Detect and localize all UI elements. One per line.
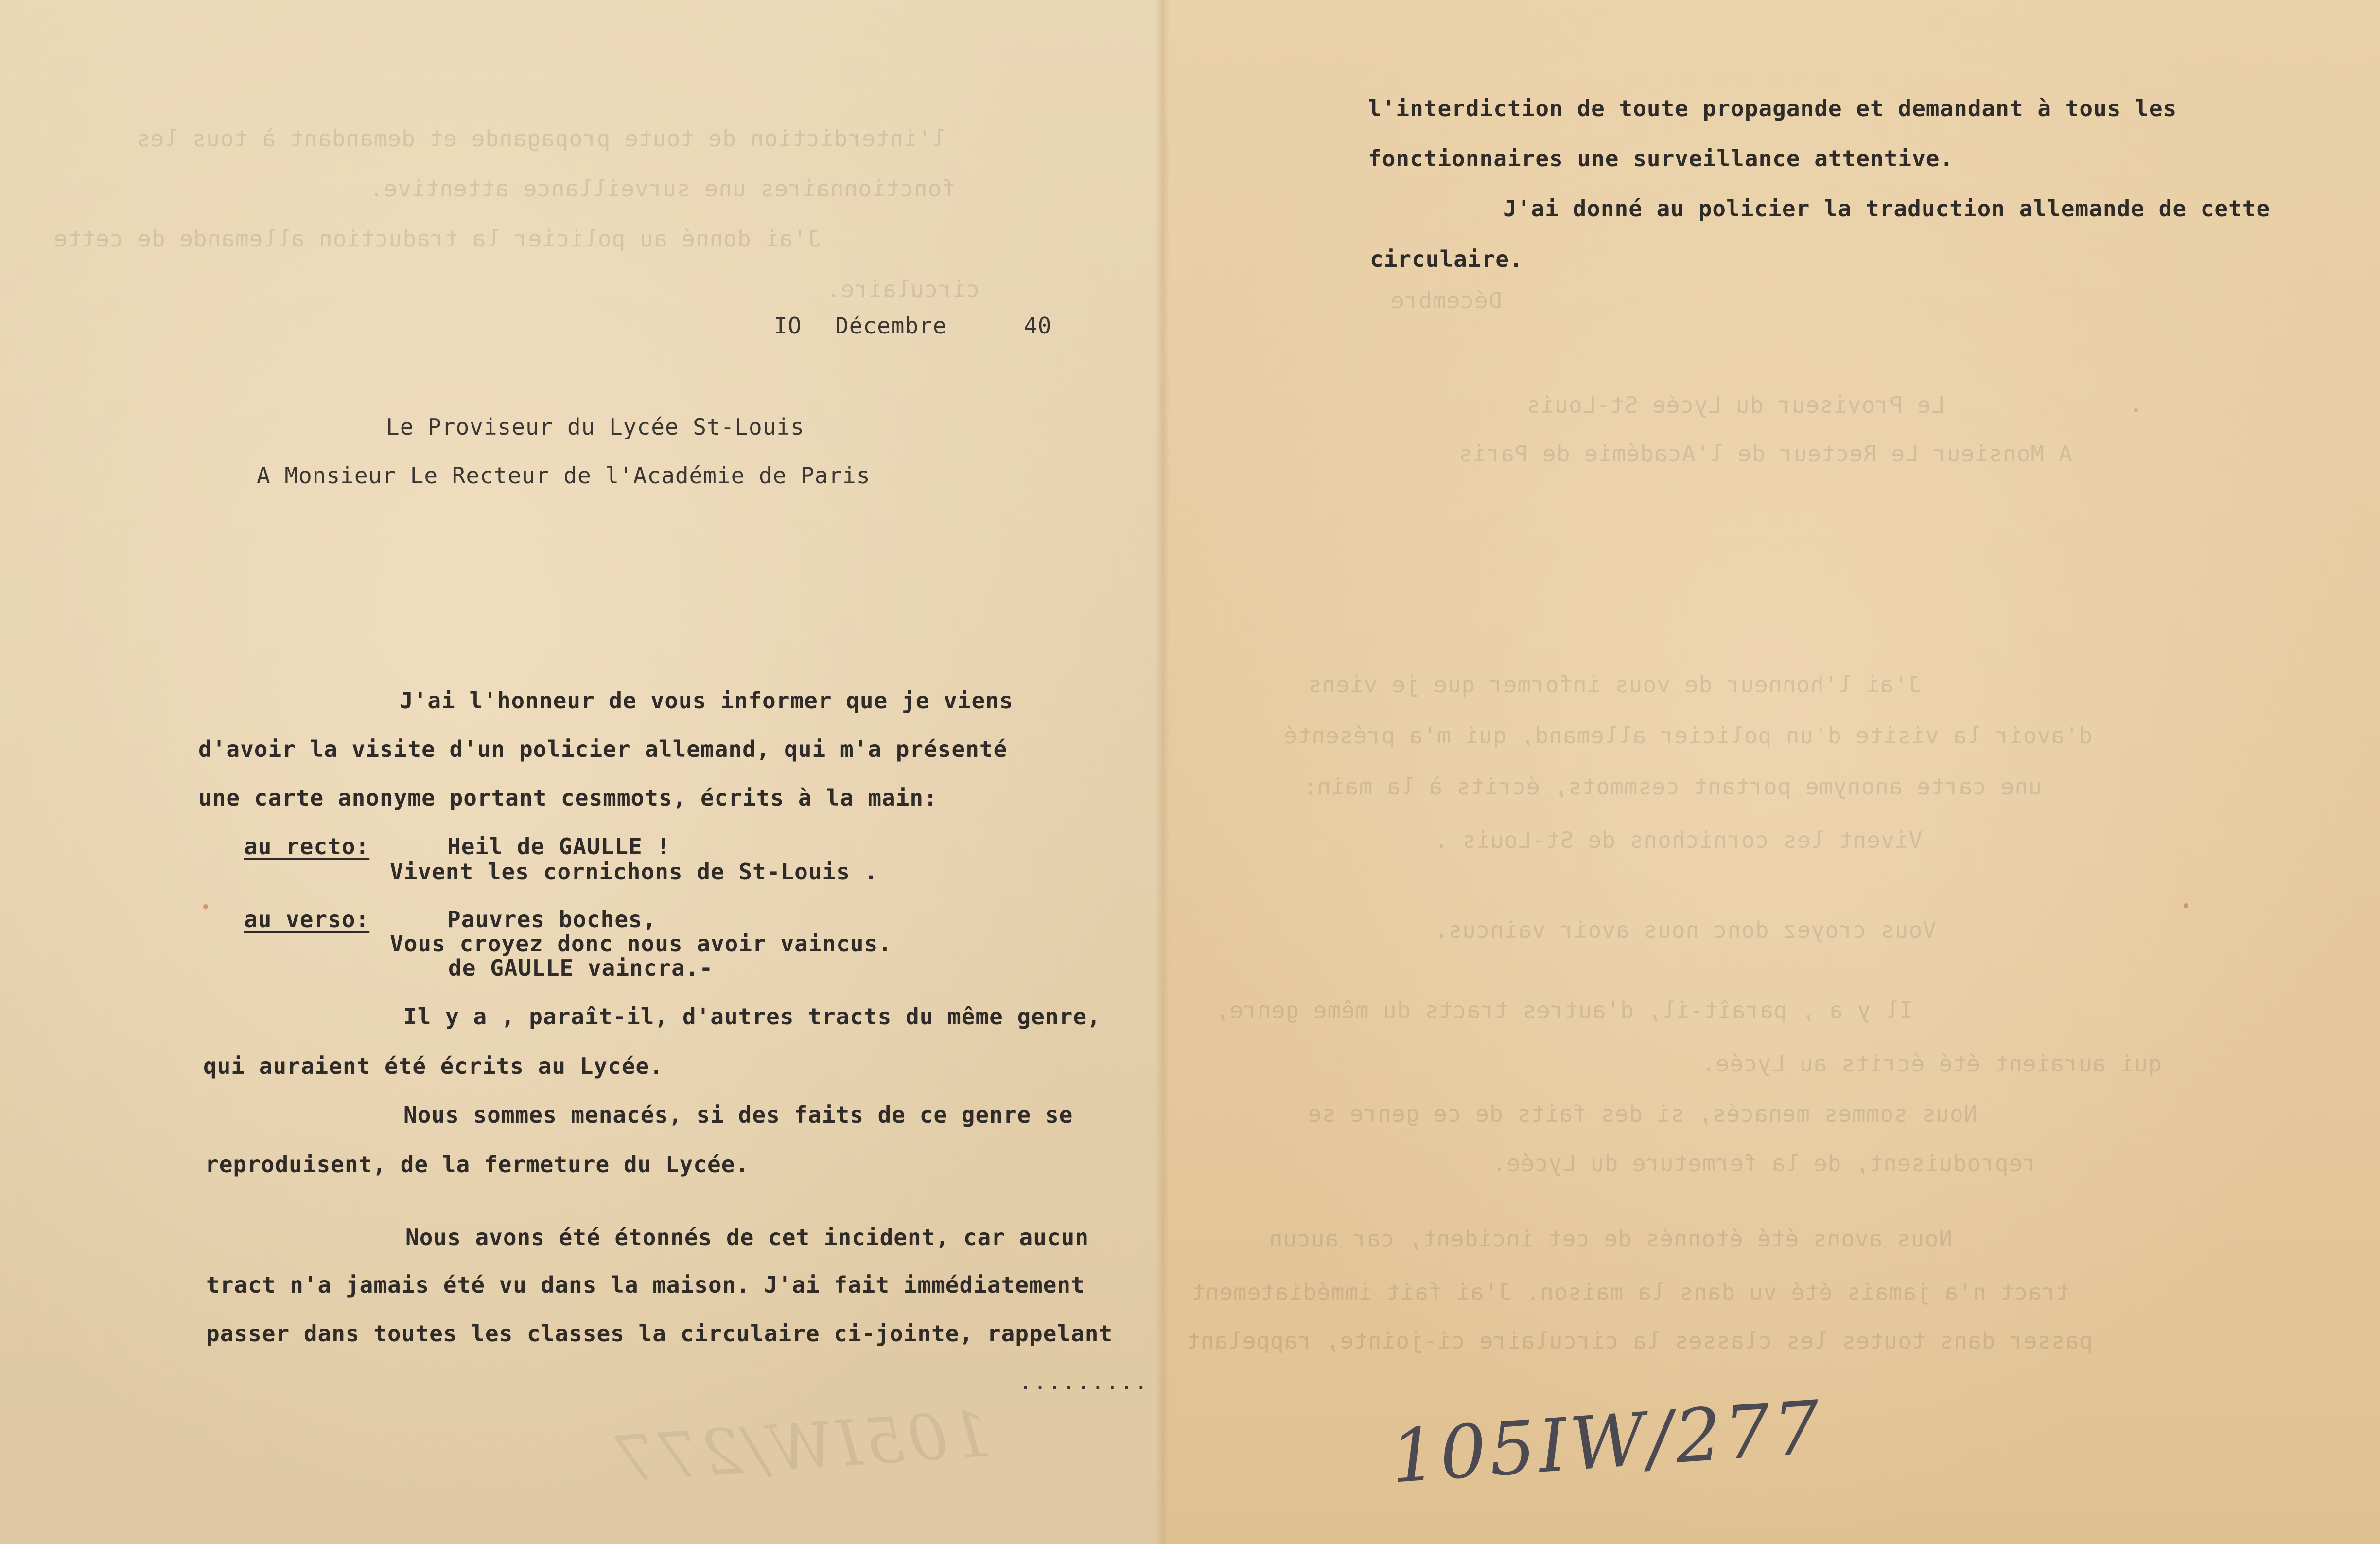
bleed-through-text: Nous sommes menacés, si des faits de ce genre se [1308,1101,1978,1127]
body-line: l'interdiction de toute propagande et demandant à tous les [1368,95,2177,122]
body-line: Nous sommes menacés, si des faits de ce genre se [403,1102,1073,1128]
recto-line: Vivent les cornichons de St-Louis . [390,859,878,885]
bleed-through-text: Il y a , paraît-il, d'autres tracts du même genre, [1215,997,1913,1023]
bleed-through-text: fonctionnaires une surveillance attentive. [369,175,956,202]
verso-label: au verso: [244,906,370,932]
bleed-through-text: qui auraient été écrits au Lycée. [1701,1051,2162,1077]
bleed-through-text: une carte anonyme portant cesmmots, écrits à la main: [1303,773,2042,800]
bleed-through-text: Vivent les cornichons de St-Louis . [1434,827,1923,853]
date-year: 40 [1024,313,1052,339]
body-line: reproduisent, de la fermeture du Lycée. [205,1151,750,1177]
body-line: J'ai l'honneur de vous informer que je viens [400,687,1014,714]
bleed-through-text: reproduisent, de la fermeture du Lycée. [1492,1150,2037,1176]
bleed-through-text: passer dans toutes les classes la circulaire ci-jointe, rappelant [1186,1328,2093,1354]
verso-line: Pauvres boches, [447,906,657,932]
verso-line: Vous croyez donc nous avoir vaincus. [390,930,892,957]
bleed-through-archive-reference: 105IW/277 [610,1397,994,1497]
body-line: passer dans toutes les classes la circulaire ci-jointe, rappelant [206,1320,1113,1347]
bleed-through-text: Le Proviseur du Lycée St-Louis [1526,392,1945,418]
bleed-through-text: d'avoir la visite d'un policier allemand, qui m'a présenté [1283,722,2093,749]
sender-line: Le Proviseur du Lycée St-Louis [386,414,805,440]
body-line: circulaire. [1370,246,1523,272]
date-month: Décembre [835,313,947,339]
bleed-through-text: Vous croyez donc nous avoir vaincus. [1434,917,1936,943]
body-line: une carte anonyme portant cesmmots, écrits à la main: [198,785,938,811]
body-line: tract n'a jamais été vu dans la maison. J'ai fait immédiatement [206,1272,1085,1298]
bleed-through-text: Décembre [1390,287,1502,314]
continuation-dots: ......... [1019,1369,1149,1395]
body-line: Il y a , paraît-il, d'autres tracts du même genre, [403,1003,1101,1030]
recto-line: Heil de GAULLE ! [447,833,671,860]
body-line: qui auraient été écrits au Lycée. [203,1053,664,1079]
paper-speck [203,904,208,909]
date-day: IO [774,313,802,339]
page-fold [1155,0,1170,1544]
archive-reference-handwritten: 105IW/277 [1388,1385,1826,1500]
body-line: d'avoir la visite d'un policier allemand, qui m'a présenté [198,736,1008,762]
recipient-line: A Monsieur Le Recteur de l'Académie de Paris [257,462,871,489]
paper-speck [2134,408,2138,412]
bleed-through-text: circulaire. [826,276,980,302]
bleed-through-text: l'interdiction de toute propagande et demandant à tous les [136,125,945,152]
body-line: fonctionnaires une surveillance attentive. [1368,145,1954,172]
left-page [0,0,1162,1544]
body-line: Nous avons été étonnés de cet incident, car aucun [405,1224,1089,1250]
paper-speck [2184,903,2188,908]
verso-line: de GAULLE vaincra.- [448,955,714,981]
bleed-through-text: J'ai donné au policier la traduction allemande de cette [53,226,821,252]
bleed-through-text: tract n'a jamais été vu dans la maison. J'ai fait immédiatement [1191,1279,2070,1305]
bleed-through-text: A Monsieur Le Recteur de l'Académie de Paris [1458,440,2072,467]
body-line: J'ai donné au policier la traduction allemande de cette [1503,195,2271,222]
recto-label: au recto: [244,833,370,860]
right-page [1162,0,2380,1544]
bleed-through-text: Nous avons été étonnés de cet incident, car aucun [1269,1226,1953,1252]
bleed-through-text: J'ai l'honneur de vous informer que je viens [1308,671,1922,698]
